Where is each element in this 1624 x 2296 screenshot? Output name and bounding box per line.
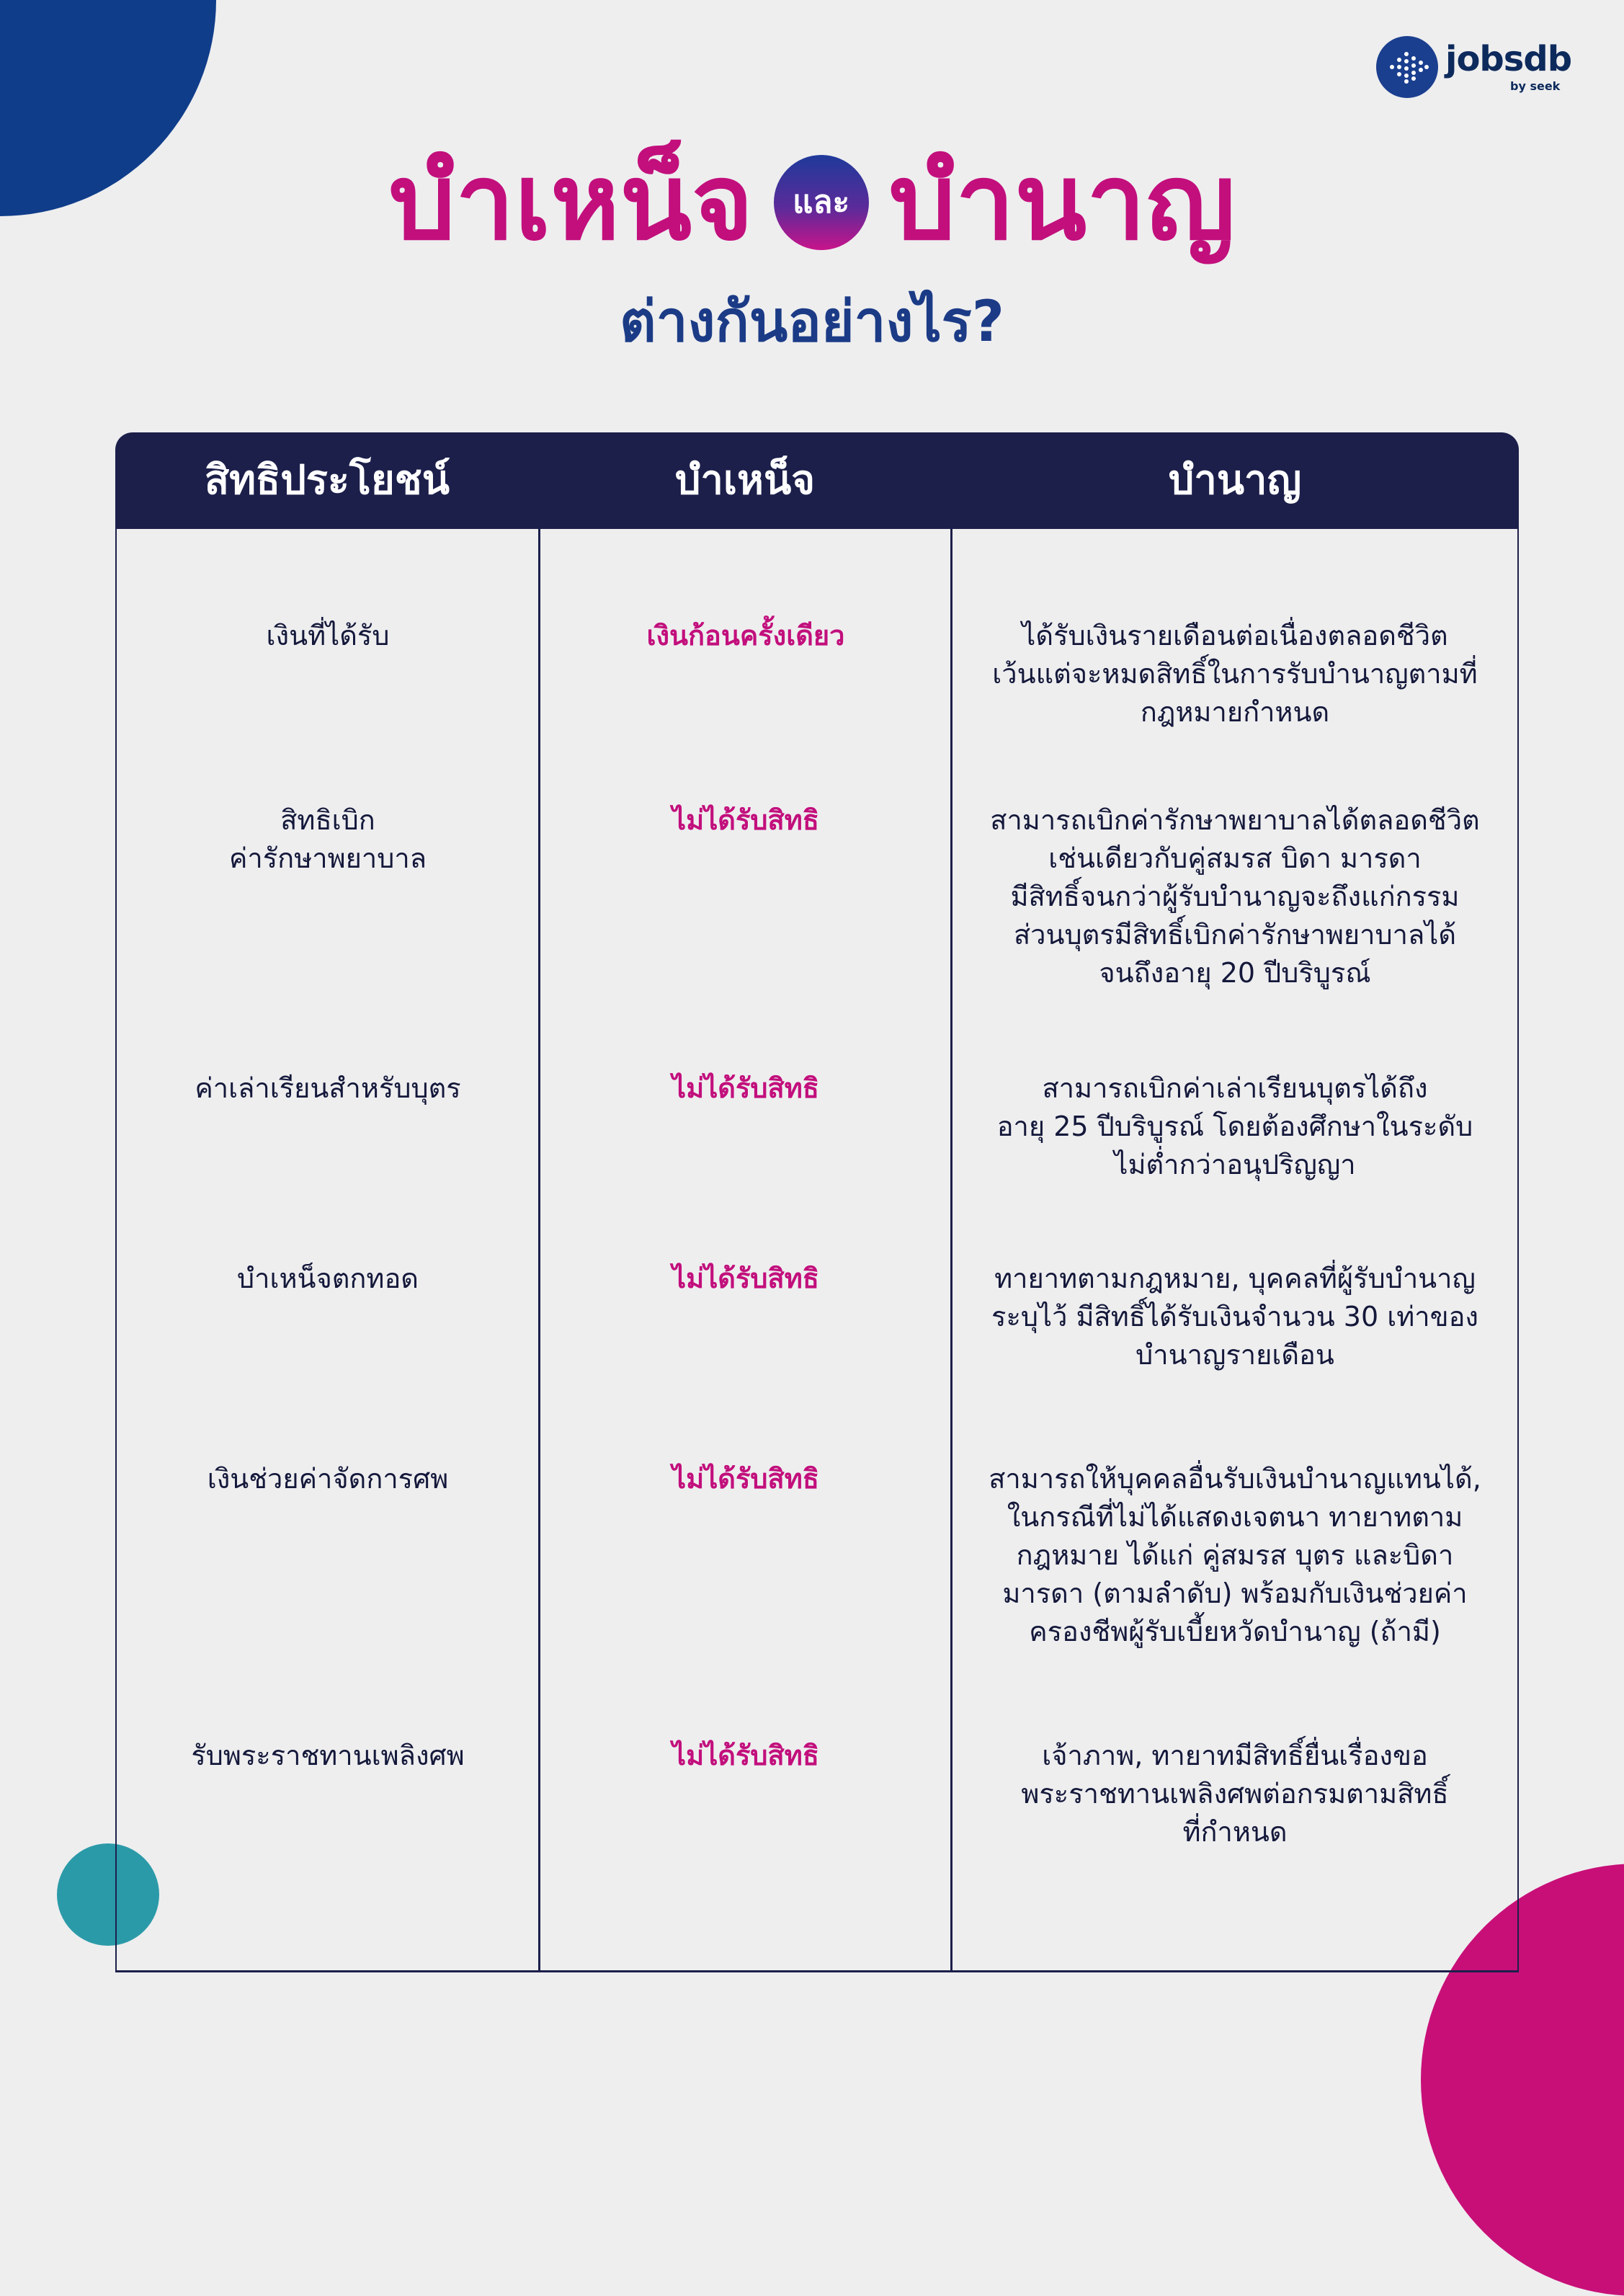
row-label: เงินที่ได้รับ <box>266 620 390 651</box>
header-benefit: สิทธิประโยชน์ <box>204 457 450 504</box>
row-pension-value: เงินก้อนครั้งเดียว <box>646 620 845 651</box>
row-annuity-value: เจ้าภาพ, ทายาทมีสิทธิ์ยื่นเรื่องขอ พระราชทานเพลิงศพต่อกรมตามสิทธิ์ ที่กำหนด <box>1021 1740 1449 1848</box>
row-label: สิทธิเบิก ค่ารักษาพยาบาล <box>229 804 427 874</box>
row-label: เงินช่วยค่าจัดการศพ <box>207 1463 449 1495</box>
row-pension-value: ไม่ได้รับสิทธิ <box>672 1072 819 1104</box>
table-body <box>115 529 1519 1972</box>
title-connector-badge: และ <box>774 155 869 250</box>
logo-tagline: by seek <box>1510 79 1561 93</box>
row-annuity-value: สามารถเบิกค่ารักษาพยาบาลได้ตลอดชีวิต เช่นเดียวกับคู่สมรส บิดา มารดา มีสิทธิ์จนกว่าผู้รับบำนาญจะถึงแก่กรรม ส่วนบุตรมีสิทธิ์เบิกค่ารักษาพยาบาลได้ จนถึงอายุ 20 ปีบริบูรณ์ <box>990 804 1480 989</box>
logo-mark-icon <box>1376 36 1438 98</box>
row-annuity-value: สามารถเบิกค่าเล่าเรียนบุตรได้ถึง อายุ 25 ปีบริบูรณ์ โดยต้องศึกษาในระดับ ไม่ต่ำกว่าอนุปริญญา <box>996 1072 1473 1180</box>
comparison-table <box>115 432 1519 1972</box>
row-pension-value: ไม่ได้รับสิทธิ <box>672 1463 819 1495</box>
jobsdb-logo <box>1376 35 1572 101</box>
row-annuity-value: ทายาทตามกฎหมาย, บุคคลที่ผู้รับบำนาญ ระบุไว้ มีสิทธิ์ได้รับเงินจำนวน 30 เท่าของ บำนาญรายเดือน <box>991 1263 1478 1371</box>
row-pension-value: ไม่ได้รับสิทธิ <box>672 1740 819 1771</box>
row-pension-value: ไม่ได้รับสิทธิ <box>672 804 819 836</box>
row-label: ค่าเล่าเรียนสำหรับบุตร <box>195 1072 461 1104</box>
row-annuity-value: ได้รับเงินรายเดือนต่อเนื่องตลอดชีวิต เว้นแต่จะหมดสิทธิ์ในการรับบำนาญตามที่ กฎหมายกำหนด <box>992 620 1478 728</box>
logo-wordmark: jobsdb <box>1445 39 1572 79</box>
row-label: บำเหน็จตกทอด <box>237 1263 419 1294</box>
row-label: รับพระราชทานเพลิงศพ <box>191 1740 465 1771</box>
header-annuity: บำนาญ <box>1168 457 1302 504</box>
page-subtitle: ต่างกันอย่างไร? <box>620 290 1004 355</box>
row-annuity-value: สามารถให้บุคคลอื่นรับเงินบำนาญแทนได้, ในกรณีที่ไม่ได้แสดงเจตนา ทายาทตาม กฎหมาย ได้แก่ คู่สมรส บุตร และบิดา มารดา (ตามลำดับ) พร้อมกับเงินช่วยค่า ครองชีพผู้รับเบี้ยหวัดบำนาญ (ถ้ามี) <box>989 1463 1481 1647</box>
title-word-pension: บำเหน็จ <box>388 141 754 264</box>
page-title <box>0 141 1624 264</box>
row-pension-value: ไม่ได้รับสิทธิ <box>672 1263 819 1294</box>
header-pension: บำเหน็จ <box>674 457 816 504</box>
title-word-annuity: บำนาญ <box>888 141 1236 264</box>
table-header <box>115 432 1519 529</box>
